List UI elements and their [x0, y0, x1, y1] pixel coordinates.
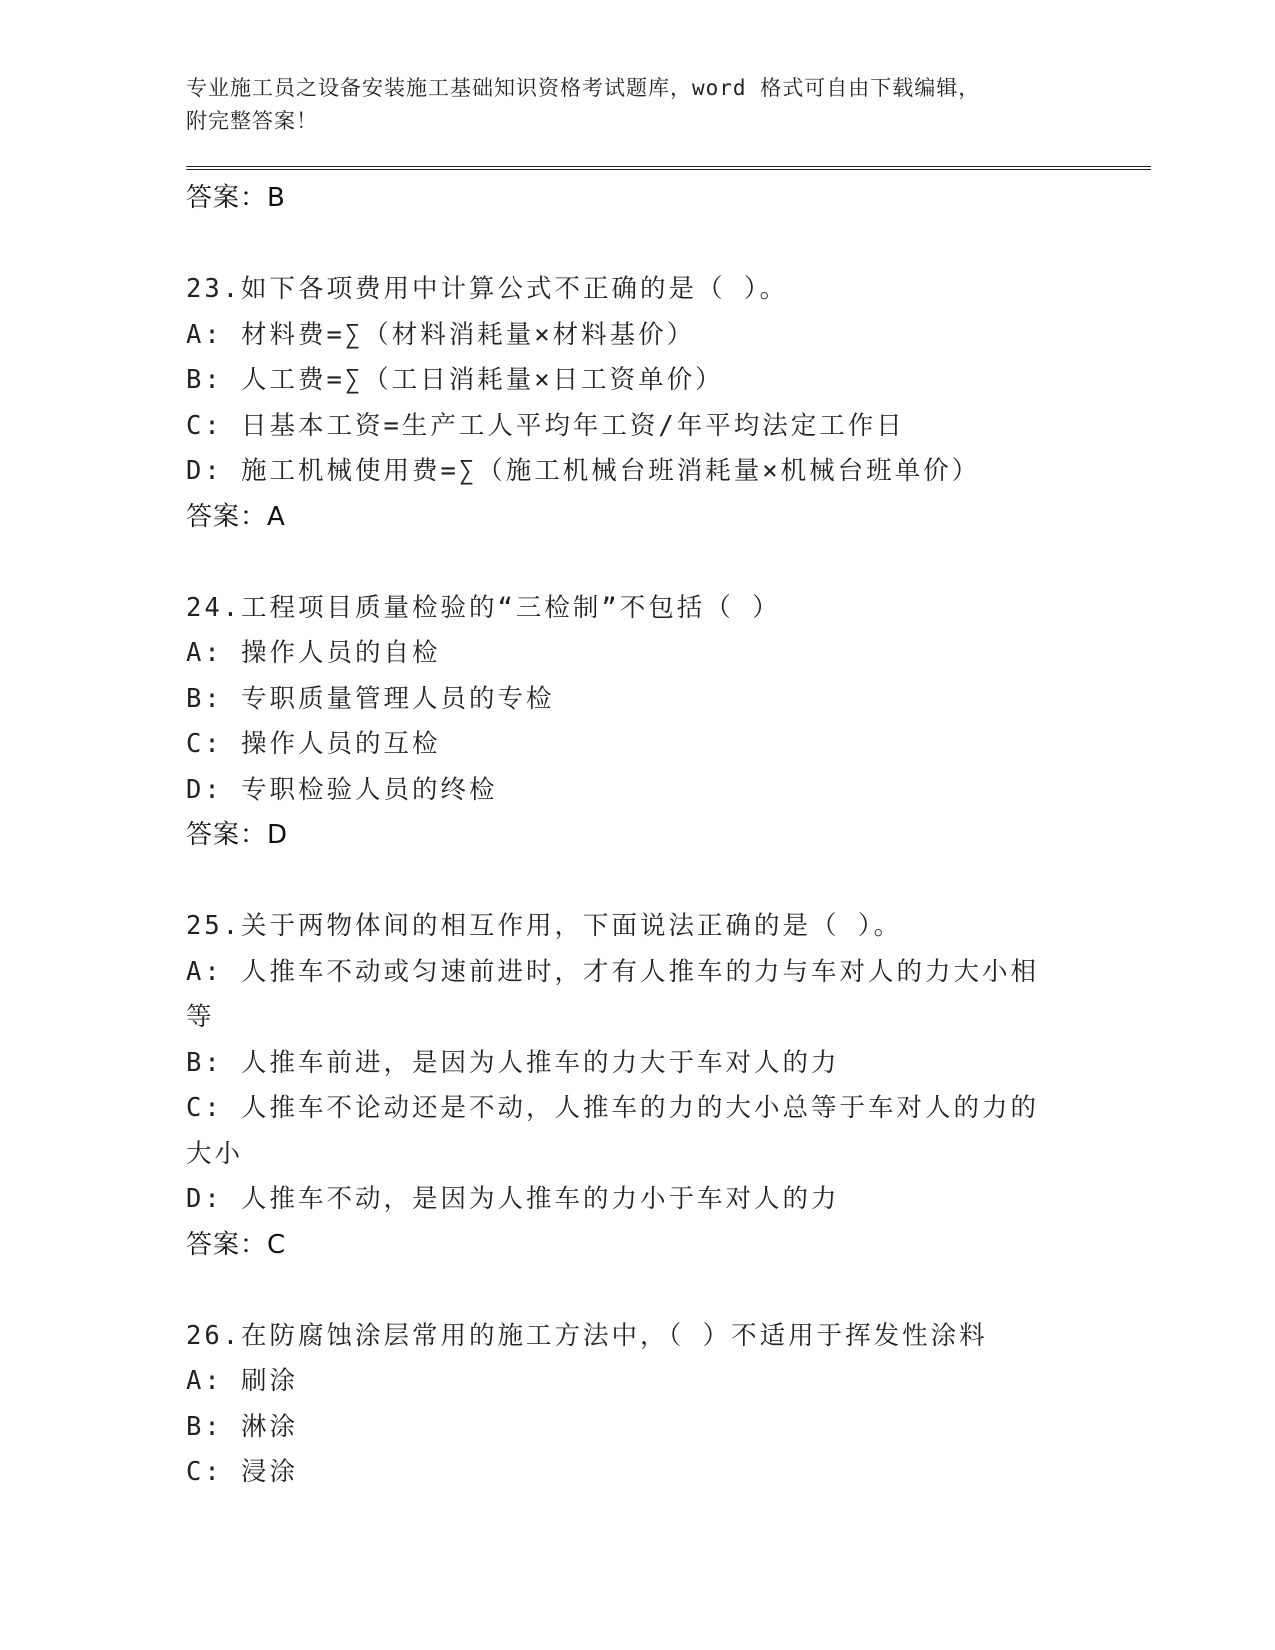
question-26: [186, 1314, 1151, 1496]
option-a: A: 材料费=∑（材料消耗量×材料基价）: [186, 319, 696, 350]
document-page: [186, 72, 1151, 1496]
option-d: D: 施工机械使用费=∑（施工机械台班消耗量×机械台班单价）: [186, 456, 981, 486]
question-stem: 26.在防腐蚀涂层常用的施工方法中，（ ）不适用于挥发性涂料: [186, 1320, 988, 1351]
answer-line: 答案：D: [186, 820, 289, 850]
answer-line: 答案：B: [186, 183, 286, 213]
option-a: A: 操作人员的自检: [186, 638, 441, 668]
option-c: C: 人推车不论动还是不动，人推车的力的大小总等于车对人的力的大小: [186, 1093, 1040, 1169]
question-stem: 23.如下各项费用中计算公式不正确的是（ ）。: [186, 274, 789, 304]
spacer: [186, 221, 1151, 267]
answer-line: 答案：C: [186, 1229, 287, 1260]
option-c: C: 浸涂: [186, 1457, 299, 1487]
option-a: A: 人推车不动或匀速前进时，才有人推车的力与车对人的力大小相等: [186, 956, 1040, 1032]
spacer: [186, 1268, 1151, 1314]
question-23: [186, 267, 1151, 540]
option-b: B: 人工费=∑（工日消耗量×日工资单价）: [186, 365, 724, 395]
header-line-2: 附完整答案！: [186, 109, 318, 133]
question-stem: 25.关于两物体间的相互作用，下面说法正确的是（ ）。: [186, 911, 903, 941]
answer-line: 答案：A: [186, 501, 286, 532]
option-c: C: 操作人员的互检: [186, 729, 441, 759]
option-b: B: 淋涂: [186, 1411, 299, 1442]
option-d: D: 专职检验人员的终检: [186, 774, 498, 805]
spacer: [186, 858, 1151, 904]
spacer: [186, 540, 1151, 586]
option-d: D: 人推车不动，是因为人推车的力小于车对人的力: [186, 1184, 840, 1214]
header-divider: [186, 166, 1151, 170]
question-stem: 24.工程项目质量检验的“三检制”不包括（ ）: [186, 592, 781, 623]
question-25: [186, 904, 1151, 1268]
header-line-1: 专业施工员之设备安装施工基础知识资格考试题库，word 格式可自由下载编辑，: [186, 76, 981, 100]
option-a: A: 刷涂: [186, 1366, 299, 1396]
option-b: B: 人推车前进，是因为人推车的力大于车对人的力: [186, 1047, 840, 1078]
question-24: [186, 586, 1151, 859]
option-c: C: 日基本工资=生产工人平均年工资/年平均法定工作日: [186, 410, 905, 441]
option-b: B: 专职质量管理人员的专检: [186, 683, 555, 714]
document-header: [186, 72, 1151, 138]
